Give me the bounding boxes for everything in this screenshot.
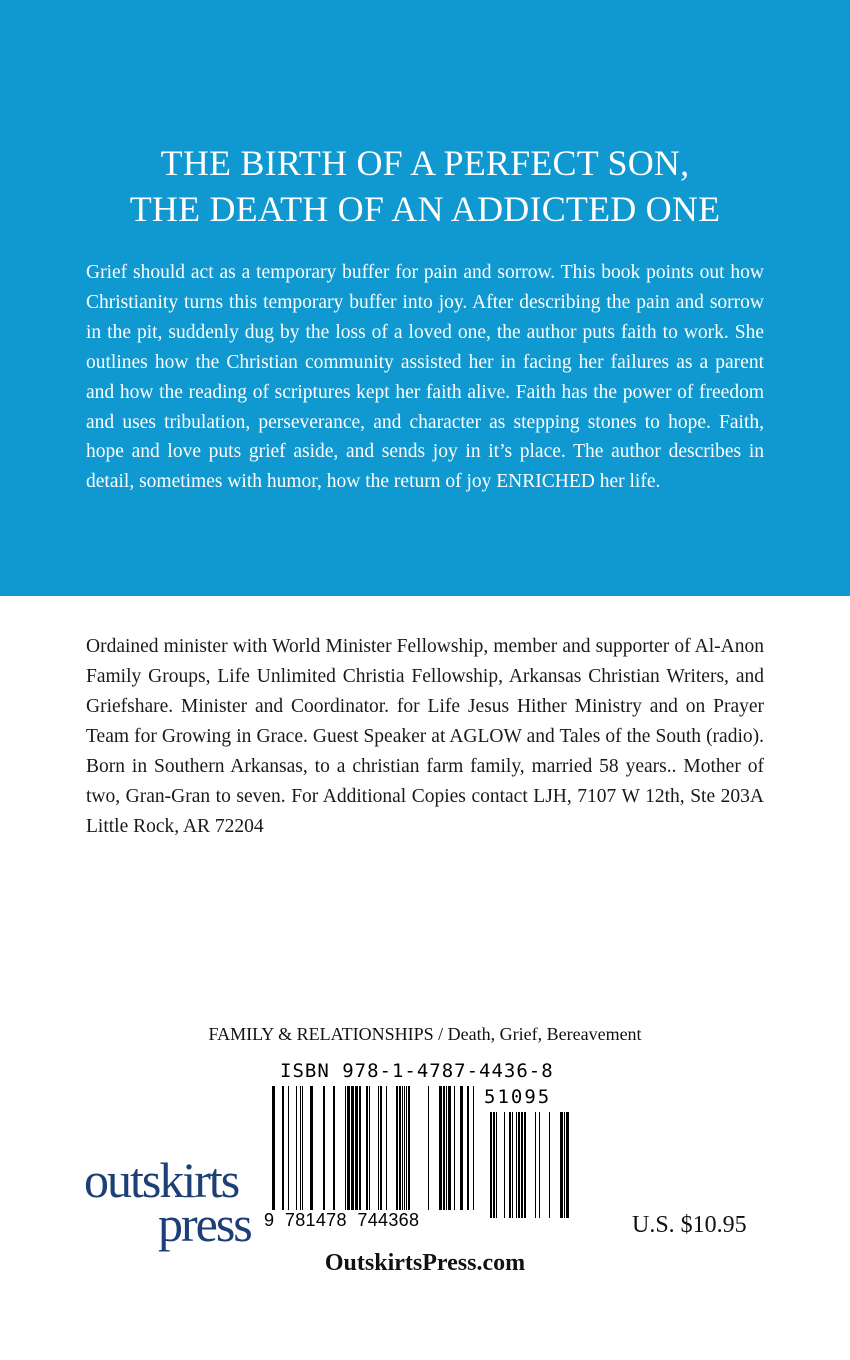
publisher-logo bbox=[84, 1152, 284, 1252]
ean-first-digit: 9 bbox=[264, 1210, 275, 1230]
barcode-bar bbox=[473, 1086, 474, 1218]
barcode-bar bbox=[490, 1112, 492, 1218]
price-label: U.S. $10.95 bbox=[632, 1212, 747, 1238]
barcode-bar bbox=[408, 1086, 410, 1218]
barcode-bar bbox=[448, 1086, 451, 1218]
cover-headline bbox=[0, 140, 850, 232]
barcode-bar bbox=[347, 1086, 350, 1218]
barcode-bar bbox=[366, 1086, 368, 1218]
publisher-website: OutskirtsPress.com bbox=[324, 1250, 526, 1276]
barcode-bar bbox=[454, 1086, 455, 1218]
barcode-bar bbox=[549, 1112, 550, 1218]
headline-line-2: THE DEATH OF AN ADDICTED ONE bbox=[129, 189, 721, 229]
barcode-bar bbox=[355, 1086, 358, 1218]
blurb-panel bbox=[0, 0, 850, 596]
addon-barcode-bars bbox=[480, 1112, 570, 1218]
barcode-bar bbox=[351, 1086, 354, 1218]
barcode-bar bbox=[302, 1086, 303, 1218]
barcode-bar bbox=[345, 1086, 346, 1218]
barcode-bar bbox=[396, 1086, 398, 1218]
barcode-bar bbox=[369, 1086, 370, 1218]
barcode-bar bbox=[402, 1086, 403, 1218]
barcode-bar bbox=[460, 1086, 463, 1218]
isbn-barcode bbox=[262, 1060, 580, 1250]
barcode-bar bbox=[512, 1112, 513, 1218]
barcode-bar bbox=[288, 1086, 289, 1218]
barcode-bar bbox=[378, 1086, 379, 1218]
barcode-bar bbox=[296, 1086, 297, 1218]
logo-word-outskirts: outskirts bbox=[84, 1152, 239, 1208]
barcode-bar bbox=[399, 1086, 401, 1218]
ean-barcode-bars bbox=[272, 1086, 477, 1218]
barcode-bar bbox=[439, 1086, 442, 1218]
barcode-bar bbox=[380, 1086, 382, 1218]
barcode-bar bbox=[404, 1086, 405, 1218]
barcode-bar bbox=[323, 1086, 325, 1218]
headline-line-1: THE BIRTH OF A PERFECT SON, bbox=[160, 143, 690, 183]
ean-left-group: 781478 bbox=[284, 1210, 347, 1230]
barcode-bar bbox=[564, 1112, 565, 1218]
bisac-category: FAMILY & RELATIONSHIPS / Death, Grief, Bereavement bbox=[208, 1024, 642, 1044]
book-description: Grief should act as a temporary buffer for pain and sorrow. This book points out how Christianity turns this temporary buffer into joy. After describing the pain and sorrow in the pit, suddenly dug by the loss of a loved one, the author puts faith to work. She outlines how the Christian community assisted her in facing her failures as a parent and how the reading of scriptures kept her faith alive. Faith has the power of freedom and uses tribulation, perseverance, and character as stepping stones to hope. Faith, hope and love puts grief aside, and sends joy in it’s place. The author describes in detail, sometimes with humor, how the return of joy ENRICHED her life. bbox=[86, 262, 764, 493]
barcode-bar bbox=[428, 1086, 429, 1218]
logo-word-press: press bbox=[158, 1196, 251, 1252]
barcode-bar bbox=[443, 1086, 445, 1218]
barcode-bar bbox=[524, 1112, 526, 1218]
barcode-bar bbox=[539, 1112, 540, 1218]
barcode-bar bbox=[386, 1086, 387, 1218]
isbn-text: ISBN 978-1-4787-4436-8 bbox=[280, 1060, 554, 1082]
barcode-bar bbox=[333, 1086, 335, 1218]
barcode-bar bbox=[493, 1112, 495, 1218]
author-bio: Ordained minister with World Minister Fellowship, member and supporter of Al-Anon Family Groups, Life Unlimited Christia Fellowship, Arkansas Christian Writers, and Griefshare. Minister and Coordinator. for Life Jesus Hither Ministry and on Prayer Team for Growing in Grace. Guest Speaker at AGLOW and Tales of the South (radio). Born in Southern Arkansas, to a christian farm family, married 58 years.. Mother of two, Gran-Gran to seven. For Additional Copies contact LJH, 7107 W 12th, Ste 203A Little Rock, AR 72204 bbox=[86, 636, 764, 837]
ean-right-group: 744368 bbox=[357, 1210, 420, 1230]
barcode-bar bbox=[446, 1086, 447, 1218]
barcode-bar bbox=[521, 1112, 523, 1218]
ean-digits bbox=[264, 1210, 474, 1231]
barcode-bar bbox=[300, 1086, 301, 1218]
barcode-bar bbox=[504, 1112, 505, 1218]
barcode-bar bbox=[509, 1112, 511, 1218]
barcode-bar bbox=[566, 1112, 569, 1218]
barcode-bar bbox=[516, 1112, 517, 1218]
barcode-bar bbox=[560, 1112, 563, 1218]
barcode-bar bbox=[535, 1112, 536, 1218]
barcode-bar bbox=[518, 1112, 520, 1218]
barcode-bar bbox=[467, 1086, 469, 1218]
barcode-bar bbox=[359, 1086, 361, 1218]
barcode-bar bbox=[406, 1086, 407, 1218]
barcode-bar bbox=[310, 1086, 313, 1218]
barcode-bar bbox=[496, 1112, 497, 1218]
addon-price-code: 51095 bbox=[484, 1086, 552, 1108]
